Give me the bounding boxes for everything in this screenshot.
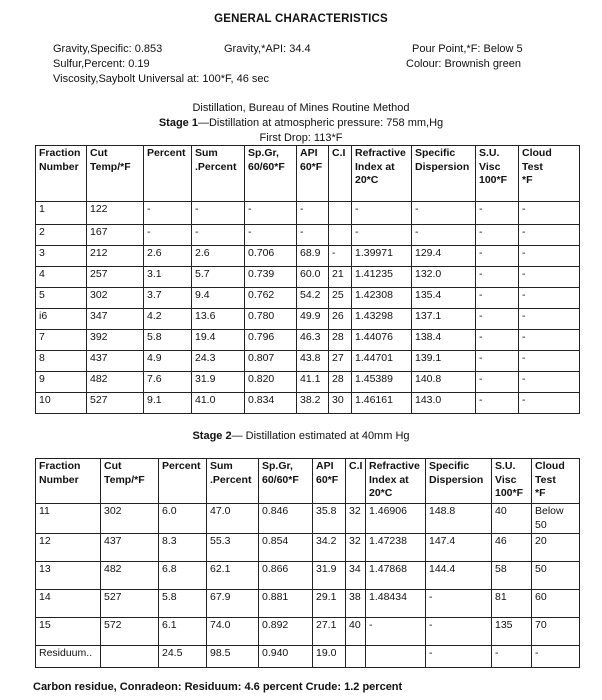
- table-cell: 572: [101, 618, 159, 646]
- column-header-line: API: [316, 460, 334, 472]
- table-cell: 212: [87, 246, 144, 267]
- table-cell: 31.9: [313, 562, 346, 590]
- column-header-line: Cloud: [522, 147, 552, 159]
- column-header-line: 60/60*F: [248, 160, 285, 173]
- table-cell: 0.834: [245, 393, 297, 414]
- table-row: [36, 372, 580, 393]
- table-cell: 4.9: [144, 351, 192, 372]
- table-cell: 19.4: [192, 330, 245, 351]
- table-cell: -: [492, 646, 532, 668]
- table-row: [36, 351, 580, 372]
- table-cell: 0.807: [245, 351, 297, 372]
- table-cell: 40: [492, 504, 532, 534]
- table-cell: 1.47238: [366, 534, 426, 562]
- column-header: [297, 146, 329, 202]
- table-cell: -: [519, 267, 580, 288]
- column-header-line: C.I: [349, 460, 363, 472]
- column-header-line: Refractive: [355, 147, 406, 159]
- table-row: [36, 309, 580, 330]
- table-cell: -: [476, 330, 519, 351]
- table-cell: 13.6: [192, 309, 245, 330]
- table-cell: 3.1: [144, 267, 192, 288]
- table-cell: 49.9: [297, 309, 329, 330]
- table-cell: 19.0: [313, 646, 346, 668]
- table-cell: 28: [329, 330, 352, 351]
- table-cell: -: [476, 372, 519, 393]
- table-cell: -: [519, 330, 580, 351]
- column-header: [313, 459, 346, 504]
- table-cell: -: [519, 309, 580, 330]
- table-cell: -: [245, 202, 297, 225]
- table-cell: -: [476, 288, 519, 309]
- column-header: [329, 146, 352, 202]
- table-cell: 437: [87, 351, 144, 372]
- column-header-line: Specific: [429, 460, 470, 472]
- table-cell: 21: [329, 267, 352, 288]
- table-cell: 122: [87, 202, 144, 225]
- table-cell: 1.44076: [352, 330, 412, 351]
- table-cell: 29.1: [313, 590, 346, 618]
- table-cell: 0.854: [259, 534, 313, 562]
- table-row: [36, 330, 580, 351]
- table-cell: 54.2: [297, 288, 329, 309]
- table-cell: 140.8: [412, 372, 476, 393]
- column-header-line: Dispersion: [415, 160, 470, 173]
- table-cell: 25: [329, 288, 352, 309]
- table-cell: -: [297, 225, 329, 246]
- column-header: [412, 146, 476, 202]
- column-header-line: Index at: [355, 160, 395, 173]
- table-cell: 26: [329, 309, 352, 330]
- column-header-line: Fraction: [39, 147, 81, 159]
- column-header: [192, 146, 245, 202]
- stage2-description: — Distillation estimated at 40mm Hg: [231, 430, 410, 442]
- column-header-line: Temp/*F: [104, 473, 145, 486]
- column-header-line: Number: [39, 160, 79, 173]
- column-header-line: *F: [535, 487, 546, 499]
- table-cell: 74.0: [207, 618, 259, 646]
- table-cell: 15: [36, 618, 101, 646]
- table-cell: -: [412, 202, 476, 225]
- table-cell: -: [144, 202, 192, 225]
- table-cell: 34: [346, 562, 366, 590]
- table-cell: -: [245, 225, 297, 246]
- first-drop: First Drop: 113*F: [259, 132, 343, 144]
- stage2-label: Stage 2: [192, 430, 232, 442]
- table-cell: 9: [36, 372, 87, 393]
- table-cell: 257: [87, 267, 144, 288]
- table-cell: -: [476, 309, 519, 330]
- column-header-line: Test: [522, 160, 543, 173]
- table-cell: [366, 646, 426, 668]
- column-header-line: Index at: [369, 473, 409, 486]
- table-cell: 68.9: [297, 246, 329, 267]
- gravity-api: Gravity,*API: 34.4: [224, 43, 311, 55]
- stage1-table: [35, 145, 580, 414]
- table-cell: -: [352, 202, 412, 225]
- column-header-line: Number: [39, 473, 79, 486]
- column-header-line: C.I: [332, 147, 346, 159]
- table-cell: 1.48434: [366, 590, 426, 618]
- table-cell: 347: [87, 309, 144, 330]
- column-header-line: Sp.Gr,: [248, 147, 279, 159]
- table-cell: -: [192, 225, 245, 246]
- table-cell: 7: [36, 330, 87, 351]
- column-header-line: Temp/*F: [90, 160, 131, 173]
- column-header-line: .Percent: [195, 160, 237, 173]
- column-header-line: Percent: [147, 147, 186, 159]
- table-cell: 8.3: [159, 534, 207, 562]
- table-cell: 38: [346, 590, 366, 618]
- table-cell: i6: [36, 309, 87, 330]
- table-cell: 47.0: [207, 504, 259, 534]
- table-cell: 24.3: [192, 351, 245, 372]
- table-cell: -: [519, 372, 580, 393]
- table-cell: 31.9: [192, 372, 245, 393]
- table-cell: 135.4: [412, 288, 476, 309]
- table-cell: 3: [36, 246, 87, 267]
- table-cell: 6.1: [159, 618, 207, 646]
- table-row: [36, 534, 580, 562]
- table-cell: [346, 646, 366, 668]
- table-cell: 35.8: [313, 504, 346, 534]
- column-header-line: Sum: [195, 147, 218, 159]
- column-header-line: 60*F: [300, 160, 323, 173]
- column-header-line: Fraction: [39, 460, 81, 472]
- column-header-line: Sum: [210, 460, 233, 472]
- viscosity: Viscosity,Saybolt Universal at: 100*F, 46 sec: [53, 73, 270, 85]
- table-cell: 55.3: [207, 534, 259, 562]
- table-cell: 2.6: [192, 246, 245, 267]
- table-cell: -: [476, 202, 519, 225]
- table-cell: 0.739: [245, 267, 297, 288]
- table-cell: Below 50: [532, 504, 580, 534]
- table-cell: 58: [492, 562, 532, 590]
- column-header: [36, 146, 87, 202]
- table-cell: 137.1: [412, 309, 476, 330]
- column-header-line: Specific: [415, 147, 456, 159]
- table-cell: 1.46906: [366, 504, 426, 534]
- table-cell: 437: [101, 534, 159, 562]
- table-cell: 9.1: [144, 393, 192, 414]
- column-header: [346, 459, 366, 504]
- table-cell: 1.44701: [352, 351, 412, 372]
- table-cell: 2.6: [144, 246, 192, 267]
- table-cell: 1.42308: [352, 288, 412, 309]
- column-header: [426, 459, 492, 504]
- table-cell: 6.8: [159, 562, 207, 590]
- column-header: [366, 459, 426, 504]
- table-row: [36, 246, 580, 267]
- table-cell: 527: [87, 393, 144, 414]
- column-header-line: .Percent: [210, 473, 252, 486]
- table-cell: 67.9: [207, 590, 259, 618]
- table-cell: 10: [36, 393, 87, 414]
- table-cell: 302: [101, 504, 159, 534]
- table-cell: 3.7: [144, 288, 192, 309]
- table-row: [36, 646, 580, 668]
- column-header: [36, 459, 101, 504]
- table-cell: 5: [36, 288, 87, 309]
- table-cell: 34.2: [313, 534, 346, 562]
- table-cell: Residuum..: [36, 646, 101, 668]
- column-header-line: Cut: [90, 147, 108, 159]
- column-header-line: API: [300, 147, 318, 159]
- column-header-line: *F: [522, 174, 533, 186]
- table-cell: 132.0: [412, 267, 476, 288]
- table-cell: 27: [329, 351, 352, 372]
- gravity-specific: Gravity,Specific: 0.853: [53, 43, 163, 55]
- table-cell: 62.1: [207, 562, 259, 590]
- table-cell: -: [519, 351, 580, 372]
- table-cell: 5.8: [144, 330, 192, 351]
- table-cell: 0.940: [259, 646, 313, 668]
- column-header-line: 100*F: [495, 487, 524, 499]
- table-row: [36, 618, 580, 646]
- colour: Colour: Brownish green: [406, 58, 521, 70]
- table-cell: 302: [87, 288, 144, 309]
- table-row: [36, 288, 580, 309]
- table-cell: 41.0: [192, 393, 245, 414]
- table-cell: -: [476, 267, 519, 288]
- column-header: [207, 459, 259, 504]
- column-header-line: 20*C: [369, 487, 393, 499]
- table-cell: -: [297, 202, 329, 225]
- table-cell: 20: [532, 534, 580, 562]
- table-cell: 147.4: [426, 534, 492, 562]
- table-cell: 46.3: [297, 330, 329, 351]
- table-cell: 482: [101, 562, 159, 590]
- table-cell: 40: [346, 618, 366, 646]
- column-header: [476, 146, 519, 202]
- table-cell: 0.706: [245, 246, 297, 267]
- table-cell: 167: [87, 225, 144, 246]
- table-cell: 32: [346, 504, 366, 534]
- table-row: [36, 267, 580, 288]
- table-cell: [329, 225, 352, 246]
- method-heading: Distillation, Bureau of Mines Routine Method: [192, 102, 410, 114]
- table-cell: 4: [36, 267, 87, 288]
- table-cell: 139.1: [412, 351, 476, 372]
- table-cell: 1.41235: [352, 267, 412, 288]
- column-header: [519, 146, 580, 202]
- column-header-line: 20*C: [355, 174, 379, 186]
- table-cell: -: [519, 393, 580, 414]
- page-title: GENERAL CHARACTERISTICS: [214, 13, 388, 25]
- stage2-table: [35, 458, 580, 668]
- table-cell: -: [352, 225, 412, 246]
- stage1-description: —Distillation at atmospheric pressure: 758 mm,Hg: [197, 117, 444, 129]
- table-cell: 12: [36, 534, 101, 562]
- table-cell: 0.866: [259, 562, 313, 590]
- table-cell: 70: [532, 618, 580, 646]
- table-cell: 28: [329, 372, 352, 393]
- table-cell: 0.780: [245, 309, 297, 330]
- table-cell: -: [476, 225, 519, 246]
- table-cell: 30: [329, 393, 352, 414]
- table-row: [36, 590, 580, 618]
- column-header: [144, 146, 192, 202]
- table-cell: 527: [101, 590, 159, 618]
- table-cell: 138.4: [412, 330, 476, 351]
- column-header: [352, 146, 412, 202]
- table-cell: 1.47868: [366, 562, 426, 590]
- table-row: [36, 202, 580, 225]
- table-cell: 14: [36, 590, 101, 618]
- table-cell: 129.4: [412, 246, 476, 267]
- table-cell: -: [366, 618, 426, 646]
- table-cell: 98.5: [207, 646, 259, 668]
- table-cell: 5.7: [192, 267, 245, 288]
- table-cell: 0.846: [259, 504, 313, 534]
- column-header-line: Cloud: [535, 460, 565, 472]
- table-cell: 46: [492, 534, 532, 562]
- column-header-line: Cut: [104, 460, 122, 472]
- column-header-line: 100*F: [479, 174, 508, 186]
- column-header: [532, 459, 580, 504]
- column-header: [87, 146, 144, 202]
- column-header-line: Visc: [479, 160, 501, 173]
- table-cell: 1.39971: [352, 246, 412, 267]
- table-cell: 81: [492, 590, 532, 618]
- column-header-line: Refractive: [369, 460, 420, 472]
- table-cell: -: [329, 246, 352, 267]
- table-cell: 38.2: [297, 393, 329, 414]
- table-cell: -: [426, 646, 492, 668]
- table-cell: -: [412, 225, 476, 246]
- column-header: [245, 146, 297, 202]
- table-cell: 482: [87, 372, 144, 393]
- stage2-heading: [0, 430, 602, 442]
- column-header-line: Sp.Gr,: [262, 460, 293, 472]
- table-cell: 32: [346, 534, 366, 562]
- table-cell: 1.43298: [352, 309, 412, 330]
- table-cell: 0.881: [259, 590, 313, 618]
- table-cell: -: [519, 246, 580, 267]
- carbon-residue-footer: Carbon residue, Conradeon: Residuum: 4.6 percent Crude: 1.2 percent: [33, 681, 403, 693]
- table-cell: 50: [532, 562, 580, 590]
- table-cell: -: [144, 225, 192, 246]
- column-header-line: Test: [535, 473, 556, 486]
- table-cell: 41.1: [297, 372, 329, 393]
- table-cell: -: [476, 246, 519, 267]
- table-cell: 144.4: [426, 562, 492, 590]
- table-cell: 5.8: [159, 590, 207, 618]
- column-header: [259, 459, 313, 504]
- table-cell: -: [192, 202, 245, 225]
- column-header: [101, 459, 159, 504]
- table-cell: -: [476, 351, 519, 372]
- table-cell: 1.46161: [352, 393, 412, 414]
- table-cell: 60: [532, 590, 580, 618]
- table-cell: 27.1: [313, 618, 346, 646]
- column-header-line: Percent: [162, 460, 201, 472]
- sulfur-percent: Sulfur,Percent: 0.19: [53, 58, 150, 70]
- table-cell: 11: [36, 504, 101, 534]
- table-row: [36, 504, 580, 534]
- column-header-line: Visc: [495, 473, 517, 486]
- table-cell: 4.2: [144, 309, 192, 330]
- table-cell: [101, 646, 159, 668]
- column-header-line: S.U.: [479, 147, 500, 159]
- column-header-line: S.U.: [495, 460, 516, 472]
- column-header: [159, 459, 207, 504]
- table-cell: 7.6: [144, 372, 192, 393]
- table-cell: 8: [36, 351, 87, 372]
- table-cell: 1: [36, 202, 87, 225]
- table-cell: 143.0: [412, 393, 476, 414]
- table-cell: 6.0: [159, 504, 207, 534]
- table-cell: -: [519, 288, 580, 309]
- table-row: [36, 562, 580, 590]
- table-cell: 0.820: [245, 372, 297, 393]
- stage1-label: Stage 1: [158, 117, 198, 129]
- table-cell: 0.892: [259, 618, 313, 646]
- column-header-line: Dispersion: [429, 473, 484, 486]
- table-cell: [329, 202, 352, 225]
- column-header: [492, 459, 532, 504]
- table-row: [36, 225, 580, 246]
- stage1-heading: [0, 117, 602, 129]
- table-cell: 148.8: [426, 504, 492, 534]
- table-cell: 60.0: [297, 267, 329, 288]
- table-cell: 13: [36, 562, 101, 590]
- table-cell: 392: [87, 330, 144, 351]
- table-row: [36, 393, 580, 414]
- table-cell: -: [426, 618, 492, 646]
- table-cell: -: [519, 225, 580, 246]
- table-cell: -: [532, 646, 580, 668]
- table-cell: 9.4: [192, 288, 245, 309]
- pour-point: Pour Point,*F: Below 5: [412, 43, 523, 55]
- table-cell: 43.8: [297, 351, 329, 372]
- table-cell: 0.762: [245, 288, 297, 309]
- table-cell: 2: [36, 225, 87, 246]
- column-header-line: 60/60*F: [262, 473, 299, 486]
- column-header-line: 60*F: [316, 473, 339, 486]
- table-cell: 135: [492, 618, 532, 646]
- table-cell: -: [476, 393, 519, 414]
- table-cell: -: [426, 590, 492, 618]
- table-cell: 0.796: [245, 330, 297, 351]
- table-cell: 24.5: [159, 646, 207, 668]
- table-cell: -: [519, 202, 580, 225]
- table-cell: 1.45389: [352, 372, 412, 393]
